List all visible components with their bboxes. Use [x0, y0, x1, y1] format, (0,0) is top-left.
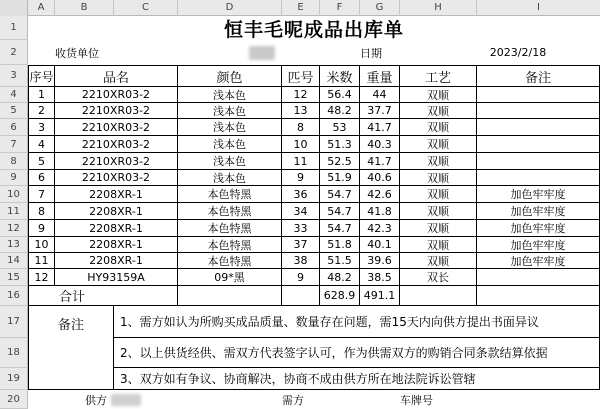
supplier-cell[interactable]	[55, 390, 155, 409]
cell-weight[interactable]: 37.7	[360, 103, 400, 119]
total-remark-empty[interactable]	[477, 286, 600, 306]
cell-seq[interactable]: 9	[28, 220, 55, 237]
column-header-bar	[0, 0, 600, 16]
cell-bolt[interactable]: 12	[282, 87, 320, 103]
receiver-label: 收货单位	[55, 46, 99, 60]
cell-bolt[interactable]: 8	[282, 119, 320, 136]
column-header-g[interactable]: G	[360, 0, 400, 16]
column-header-d[interactable]: D	[178, 0, 282, 16]
cell-seq[interactable]: 4	[28, 136, 55, 153]
sheet-title[interactable]: 恒丰毛呢成品出库单	[223, 18, 404, 40]
cell-seq[interactable]: 5	[28, 153, 55, 170]
total-bolt-empty[interactable]	[282, 286, 320, 306]
column-header-e[interactable]: E	[282, 0, 320, 16]
cell-process[interactable]: 双顺	[400, 170, 477, 186]
header-process[interactable]: 工艺	[400, 65, 477, 87]
cell-bolt[interactable]: 34	[282, 203, 320, 220]
date-label[interactable]: 日期	[360, 46, 382, 60]
cell-seq[interactable]: 10	[28, 237, 55, 253]
cell-remark[interactable]	[477, 87, 600, 103]
cell-meters[interactable]: 48.2	[320, 269, 360, 286]
cell-bolt[interactable]: 13	[282, 103, 320, 119]
cell-remark[interactable]: 加色牢牢度	[477, 237, 600, 253]
cell-weight[interactable]: 38.5	[360, 269, 400, 286]
redacted-receiver	[249, 46, 275, 60]
sheet-grid	[28, 16, 600, 409]
cell-name[interactable]: 2208XR-1	[55, 220, 178, 237]
cell-weight[interactable]: 41.8	[360, 203, 400, 220]
cell-meters[interactable]: 54.7	[320, 186, 360, 203]
cell-bolt[interactable]: 33	[282, 220, 320, 237]
cell-seq[interactable]: 1	[28, 87, 55, 103]
cell-meters[interactable]: 52.5	[320, 153, 360, 170]
row-header-4[interactable]: 4	[0, 87, 28, 103]
row-header-1[interactable]: 1	[0, 16, 28, 40]
receiver-label-cell[interactable]	[55, 40, 205, 65]
cell-process[interactable]: 双顺	[400, 119, 477, 136]
row-header-17[interactable]: 17	[0, 306, 28, 338]
cell-seq[interactable]: 12	[28, 269, 55, 286]
cell-seq[interactable]: 2	[28, 103, 55, 119]
cell-bolt[interactable]: 11	[282, 153, 320, 170]
header-name[interactable]: 品名	[55, 65, 178, 87]
cell-color[interactable]: 本色特黑	[178, 237, 282, 253]
cell-remark[interactable]	[477, 269, 600, 286]
row-header-19[interactable]: 19	[0, 368, 28, 390]
row-header-10[interactable]: 10	[0, 186, 28, 203]
cell-process[interactable]: 双顺	[400, 253, 477, 269]
cell-bolt[interactable]: 9	[282, 269, 320, 286]
row-header-15[interactable]: 15	[0, 269, 28, 286]
cell-remark[interactable]: 加色牢牢度	[477, 186, 600, 203]
header-color[interactable]: 颜色	[178, 65, 282, 87]
cell-color[interactable]: 浅本色	[178, 136, 282, 153]
cell-meters[interactable]: 51.8	[320, 237, 360, 253]
row-header-5[interactable]: 5	[0, 103, 28, 119]
cell-color[interactable]: 浅本色	[178, 153, 282, 170]
cell-process[interactable]: 双顺	[400, 203, 477, 220]
row-header-14[interactable]: 14	[0, 253, 28, 269]
cell-meters[interactable]: 54.7	[320, 203, 360, 220]
total-label[interactable]: 合计	[28, 286, 178, 306]
cell-remark[interactable]	[477, 170, 600, 186]
cell-color[interactable]: 浅本色	[178, 119, 282, 136]
column-header-b[interactable]: B	[55, 0, 114, 16]
header-bolt[interactable]: 匹号	[282, 65, 320, 87]
row-header-11[interactable]: 11	[0, 203, 28, 220]
column-header-h[interactable]: H	[400, 0, 477, 16]
note-line-3[interactable]: 3、双方如有争议、协商解决，协商不成由供方所在地法院诉讼管辖	[114, 368, 600, 390]
cell-name[interactable]: 2210XR03-2	[55, 87, 178, 103]
cell-process[interactable]: 双顺	[400, 220, 477, 237]
cell-color[interactable]: 本色特黑	[178, 253, 282, 269]
cell-process[interactable]: 双顺	[400, 186, 477, 203]
cell-process[interactable]: 双顺	[400, 87, 477, 103]
row-header-13[interactable]: 13	[0, 237, 28, 253]
cell-seq[interactable]: 3	[28, 119, 55, 136]
header-weight[interactable]: 重量	[360, 65, 400, 87]
cell-process[interactable]: 双顺	[400, 237, 477, 253]
cell-process[interactable]: 双顺	[400, 153, 477, 170]
total-meters[interactable]: 628.9	[320, 286, 360, 306]
cell-weight[interactable]: 40.1	[360, 237, 400, 253]
cell-name[interactable]: 2210XR03-2	[55, 103, 178, 119]
cell-meters[interactable]: 48.2	[320, 103, 360, 119]
cell-remark[interactable]	[477, 119, 600, 136]
cell-color[interactable]: 浅本色	[178, 103, 282, 119]
select-all-corner[interactable]	[0, 0, 28, 16]
row-header-3[interactable]: 3	[0, 65, 28, 87]
cell-name[interactable]: 2208XR-1	[55, 253, 178, 269]
column-header-a[interactable]: A	[28, 0, 55, 16]
row-header-12[interactable]: 12	[0, 220, 28, 237]
cell-name[interactable]: 2210XR03-2	[55, 136, 178, 153]
receiver-value-cell[interactable]	[228, 40, 288, 65]
cell-bolt[interactable]: 9	[282, 170, 320, 186]
row-header-16[interactable]: 16	[0, 286, 28, 306]
redacted-supplier	[111, 394, 141, 406]
plate-label[interactable]: 车牌号	[400, 393, 433, 407]
cell-remark[interactable]: 加色牢牢度	[477, 220, 600, 237]
row-header-8[interactable]: 8	[0, 153, 28, 170]
cell-seq[interactable]: 8	[28, 203, 55, 220]
cell-meters[interactable]: 56.4	[320, 87, 360, 103]
cell-weight[interactable]: 41.7	[360, 119, 400, 136]
cell-name[interactable]: 2208XR-1	[55, 186, 178, 203]
supplier-label: 供方	[85, 393, 107, 407]
note-line-1[interactable]: 1、需方如认为所购买成品质量、数量存在问题，需15天内向供方提出书面异议	[114, 306, 600, 338]
cell-weight[interactable]: 42.6	[360, 186, 400, 203]
cell-name[interactable]: 2208XR-1	[55, 203, 178, 220]
cell-process[interactable]: 双顺	[400, 136, 477, 153]
cell-name[interactable]: 2210XR03-2	[55, 153, 178, 170]
cell-bolt[interactable]: 38	[282, 253, 320, 269]
header-seq[interactable]: 序号	[28, 65, 55, 87]
cell-weight[interactable]: 41.7	[360, 153, 400, 170]
cell-weight[interactable]: 39.6	[360, 253, 400, 269]
cell-remark[interactable]	[477, 103, 600, 119]
total-color-empty[interactable]	[178, 286, 282, 306]
cell-meters[interactable]: 51.5	[320, 253, 360, 269]
note-line-2[interactable]: 2、以上供货经供、需双方代表签字认可，作为供需双方的购销合同条款结算依据	[114, 338, 600, 368]
buyer-label[interactable]: 需方	[282, 393, 304, 407]
cell-bolt[interactable]: 10	[282, 136, 320, 153]
cell-process[interactable]: 双长	[400, 269, 477, 286]
cell-color[interactable]: 本色特黑	[178, 186, 282, 203]
cell-name[interactable]: 2208XR-1	[55, 237, 178, 253]
cell-color[interactable]: 本色特黑	[178, 220, 282, 237]
column-header-f[interactable]: F	[320, 0, 360, 16]
header-remark[interactable]: 备注	[477, 65, 600, 87]
cell-name[interactable]: 2210XR03-2	[55, 119, 178, 136]
cell-remark[interactable]	[477, 136, 600, 153]
cell-bolt[interactable]: 36	[282, 186, 320, 203]
total-process-empty[interactable]	[400, 286, 477, 306]
notes-label[interactable]: 备注	[28, 306, 114, 390]
cell-weight[interactable]: 42.3	[360, 220, 400, 237]
cell-weight[interactable]: 40.6	[360, 170, 400, 186]
cell-name[interactable]: HY93159A	[55, 269, 178, 286]
row-header-6[interactable]: 6	[0, 119, 28, 136]
column-header-c[interactable]: C	[114, 0, 178, 16]
cell-weight[interactable]: 40.3	[360, 136, 400, 153]
cell-weight[interactable]: 44	[360, 87, 400, 103]
cell-seq[interactable]: 6	[28, 170, 55, 186]
cell-color[interactable]: 09*黑	[178, 269, 282, 286]
cell-seq[interactable]: 11	[28, 253, 55, 269]
cell-remark[interactable]: 加色牢牢度	[477, 253, 600, 269]
cell-bolt[interactable]: 37	[282, 237, 320, 253]
cell-meters[interactable]: 51.9	[320, 170, 360, 186]
cell-process[interactable]: 双顺	[400, 103, 477, 119]
cell-meters[interactable]: 51.3	[320, 136, 360, 153]
row-header-18[interactable]: 18	[0, 338, 28, 368]
cell-remark[interactable]	[477, 153, 600, 170]
cell-color[interactable]: 本色特黑	[178, 203, 282, 220]
cell-remark[interactable]: 加色牢牢度	[477, 203, 600, 220]
row-header-9[interactable]: 9	[0, 170, 28, 186]
header-meters[interactable]: 米数	[320, 65, 360, 87]
date-value[interactable]: 2023/2/18	[489, 46, 547, 59]
cell-color[interactable]: 浅本色	[178, 87, 282, 103]
row-header-2[interactable]: 2	[0, 40, 28, 65]
row-header-20[interactable]: 20	[0, 390, 28, 409]
total-weight[interactable]: 491.1	[360, 286, 400, 306]
cell-meters[interactable]: 54.7	[320, 220, 360, 237]
row-header-7[interactable]: 7	[0, 136, 28, 153]
cell-color[interactable]: 浅本色	[178, 170, 282, 186]
cell-meters[interactable]: 53	[320, 119, 360, 136]
cell-name[interactable]: 2210XR03-2	[55, 170, 178, 186]
cell-seq[interactable]: 7	[28, 186, 55, 203]
column-header-i[interactable]: I	[537, 2, 540, 13]
